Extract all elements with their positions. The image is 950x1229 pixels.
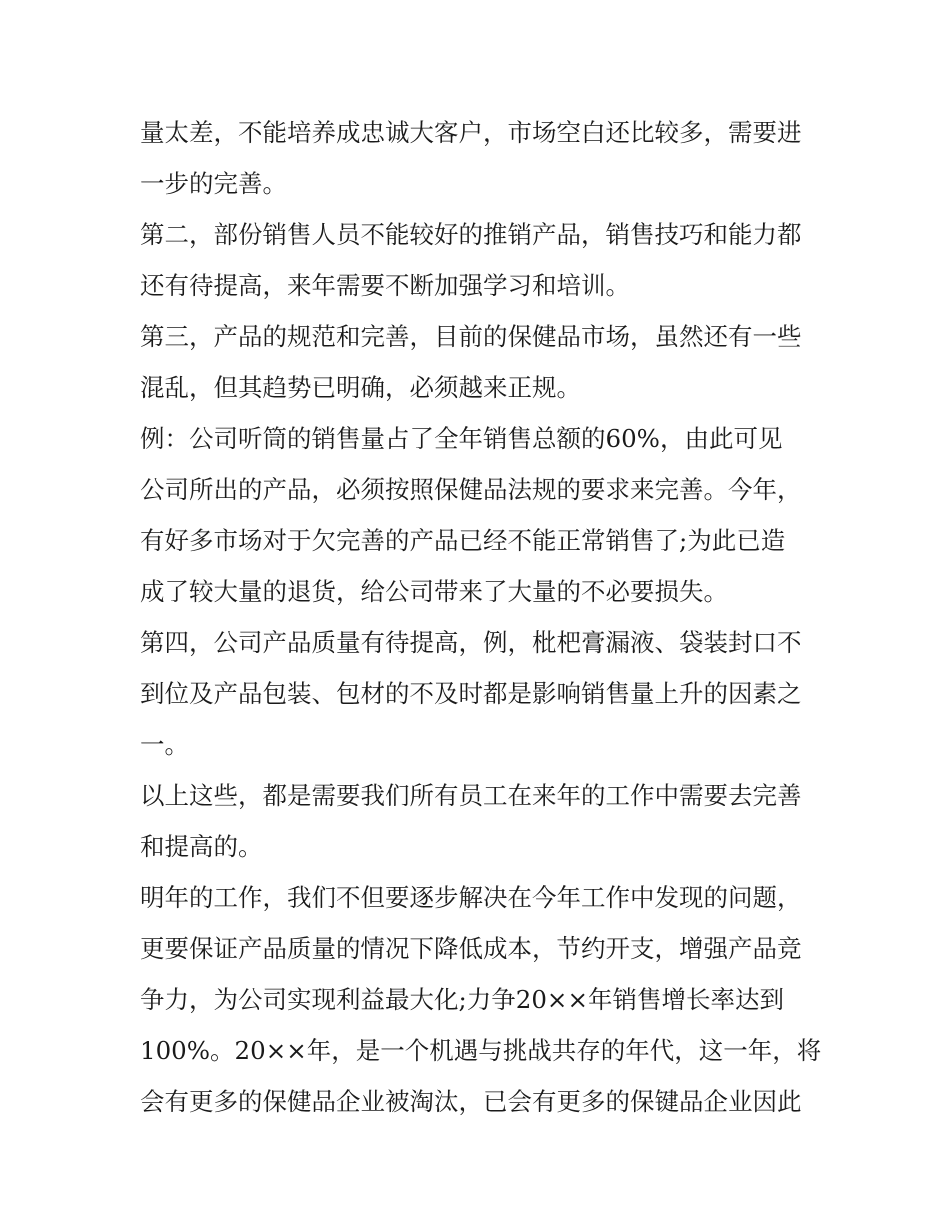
text-line: 量太差，不能培养成忠诚大客户，市场空白还比较多，需要进 — [140, 118, 802, 147]
text-line: 一步的完善。 — [140, 169, 287, 198]
text-line: 明年的工作，我们不但要逐步解决在今年工作中发现的问题， — [140, 883, 802, 912]
text-line: 公司所出的产品，必须按照保健品法规的要求来完善。今年， — [140, 475, 802, 504]
text-line: 有好多市场对于欠完善的产品已经不能正常销售了;为此已造 — [140, 526, 786, 555]
text-line: 会有更多的保健品企业被淘汰，已会有更多的保键品企业因此 — [140, 1087, 802, 1116]
text-line: 到位及产品包装、包材的不及时都是影响销售量上升的因素之 — [140, 679, 802, 708]
text-line: 成了较大量的退货，给公司带来了大量的不必要损失。 — [140, 577, 728, 606]
text-line: 和提高的。 — [140, 832, 263, 861]
text-line: 争力，为公司实现利益最大化;力争20××年销售增长率达到 — [140, 985, 784, 1014]
text-line: 100%。20××年，是一个机遇与挑战共存的年代，这一年，将 — [140, 1036, 822, 1065]
text-line: 以上这些，都是需要我们所有员工在来年的工作中需要去完善 — [140, 781, 802, 810]
text-line: 一。 — [140, 730, 189, 759]
text-line: 例：公司听筒的销售量占了全年销售总额的60%，由此可见 — [140, 424, 783, 453]
text-line: 第四，公司产品质量有待提高，例，枇杷膏漏液、袋装封口不 — [140, 628, 802, 657]
text-line: 混乱，但其趋势已明确，必须越来正规。 — [140, 373, 581, 402]
text-line: 第二，部份销售人员不能较好的推销产品，销售技巧和能力都 — [140, 220, 802, 249]
document-body-text — [140, 107, 820, 1127]
text-line: 还有待提高，来年需要不断加强学习和培训。 — [140, 271, 630, 300]
text-line: 第三，产品的规范和完善，目前的保健品市场，虽然还有一些 — [140, 322, 802, 351]
text-line: 更要保证产品质量的情况下降低成本，节约开支，增强产品竞 — [140, 934, 802, 963]
